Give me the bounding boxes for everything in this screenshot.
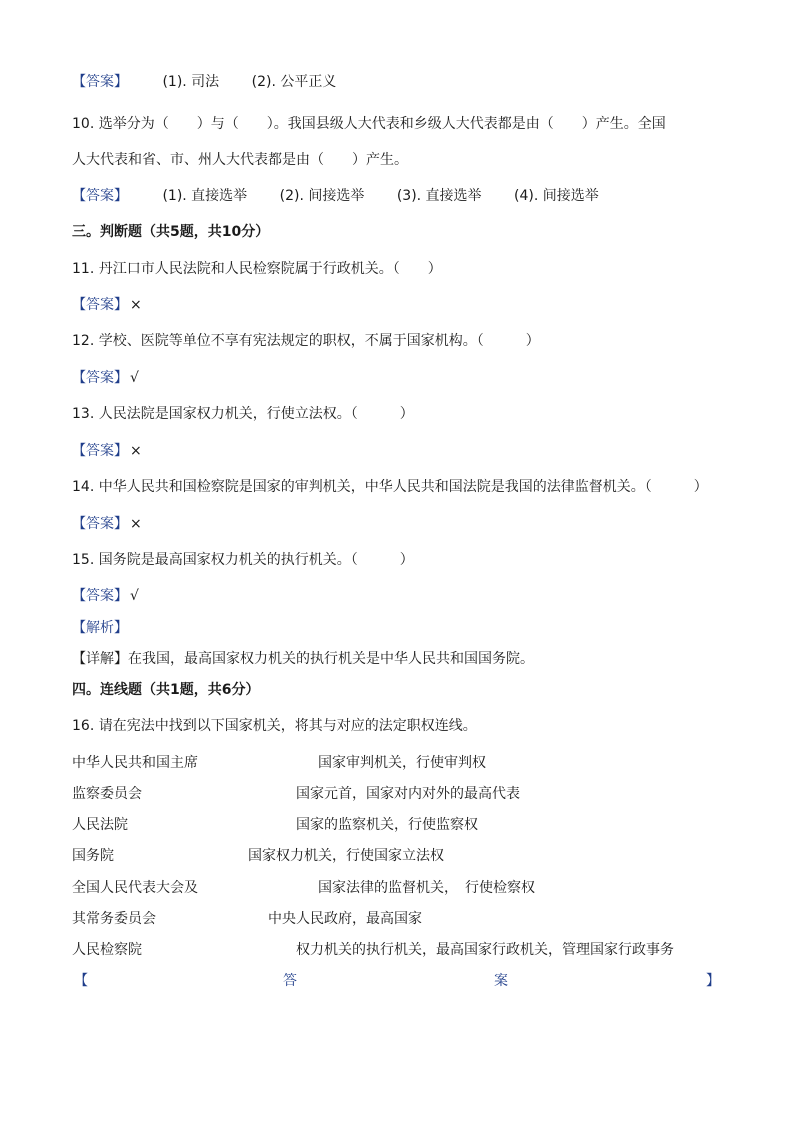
match-left-item: 中华人民共和国主席 (72, 755, 198, 771)
match-right-item: 国家权力机关，行使国家立法权 (248, 848, 444, 864)
answer-row-15 (72, 586, 139, 606)
answer-row-13 (72, 441, 142, 461)
match-right-item: 国家的监察机关，行使监察权 (296, 817, 478, 833)
match-right-item: 国家元首，国家对内对外的最高代表 (296, 786, 520, 802)
question-15: 15. 国务院是最高国家权力机关的执行机关。（ ） (72, 552, 414, 568)
answer-item: (1). 直接选举 (162, 188, 248, 204)
analysis-label: 【解析】 (72, 620, 128, 636)
answer-label: 【答案】 (72, 588, 128, 604)
answer-value: × (130, 516, 142, 532)
match-left-item: 人民法院 (72, 817, 128, 833)
answer-label: 【答案】 (72, 297, 128, 313)
final-answer-char-1: 答 (283, 973, 297, 989)
answer-value: × (130, 297, 142, 313)
answer-label: 【答案】 (72, 188, 128, 204)
answer-item: (2). 间接选举 (279, 188, 365, 204)
answer-value: √ (130, 370, 139, 386)
question-13: 13. 人民法院是国家权力机关，行使立法权。（ ） (72, 406, 414, 422)
question-10-line-1: 10. 选举分为（ ）与（ ）。我国县级人大代表和乡级人大代表都是由（ ）产生。全国 (72, 116, 666, 132)
section-heading-matching: 四。连线题（共1题，共6分） (72, 682, 260, 698)
analysis-detail: 【详解】在我国，最高国家权力机关的执行机关是中华人民共和国国务院。 (72, 651, 534, 667)
final-answer-close-bracket: 】 (706, 973, 720, 989)
match-left-item: 国务院 (72, 848, 114, 864)
question-14: 14. 中华人民共和国检察院是国家的审判机关，中华人民共和国法院是我国的法律监督机关。（ ） (72, 479, 708, 495)
section-heading-judgement: 三。判断题（共5题，共10分） (72, 224, 270, 240)
match-right-item: 国家审判机关，行使审判权 (318, 755, 486, 771)
answer-item: (3). 直接选举 (396, 188, 482, 204)
answer-item: (1). 司法 (162, 74, 220, 90)
answer-label: 【答案】 (72, 516, 128, 532)
answer-item: (2). 公平正义 (251, 74, 337, 90)
match-left-item: 人民检察院 (72, 942, 142, 958)
answer-row-12 (72, 368, 139, 388)
answer-row-11 (72, 295, 142, 315)
answer-label: 【答案】 (72, 370, 128, 386)
match-right-item: 国家法律的监督机关， 行使检察权 (318, 880, 535, 896)
answer-value: √ (130, 588, 139, 604)
match-right-item: 中央人民政府，最高国家 (268, 911, 422, 927)
answer-row-10 (72, 186, 627, 206)
final-answer-open-bracket: 【 (74, 973, 88, 989)
answer-item: (4). 间接选举 (514, 188, 599, 204)
question-12: 12. 学校、医院等单位不享有宪法规定的职权，不属于国家机构。（ ） (72, 333, 540, 349)
match-left-item: 其常务委员会 (72, 911, 156, 927)
match-left-item: 全国人民代表大会及 (72, 880, 198, 896)
answer-label: 【答案】 (72, 443, 128, 459)
answer-row-9 (72, 72, 364, 92)
question-16: 16. 请在宪法中找到以下国家机关，将其与对应的法定职权连线。 (72, 718, 477, 734)
question-10-line-2: 人大代表和省、市、州人大代表都是由（ ）产生。 (72, 152, 408, 168)
final-answer-char-2: 案 (494, 973, 508, 989)
match-right-item: 权力机关的执行机关，最高国家行政机关，管理国家行政事务 (296, 942, 674, 958)
question-11: 11. 丹江口市人民法院和人民检察院属于行政机关。（ ） (72, 261, 442, 277)
answer-value: × (130, 443, 142, 459)
match-left-item: 监察委员会 (72, 786, 142, 802)
answer-row-14 (72, 514, 142, 534)
answer-label: 【答案】 (72, 74, 128, 90)
